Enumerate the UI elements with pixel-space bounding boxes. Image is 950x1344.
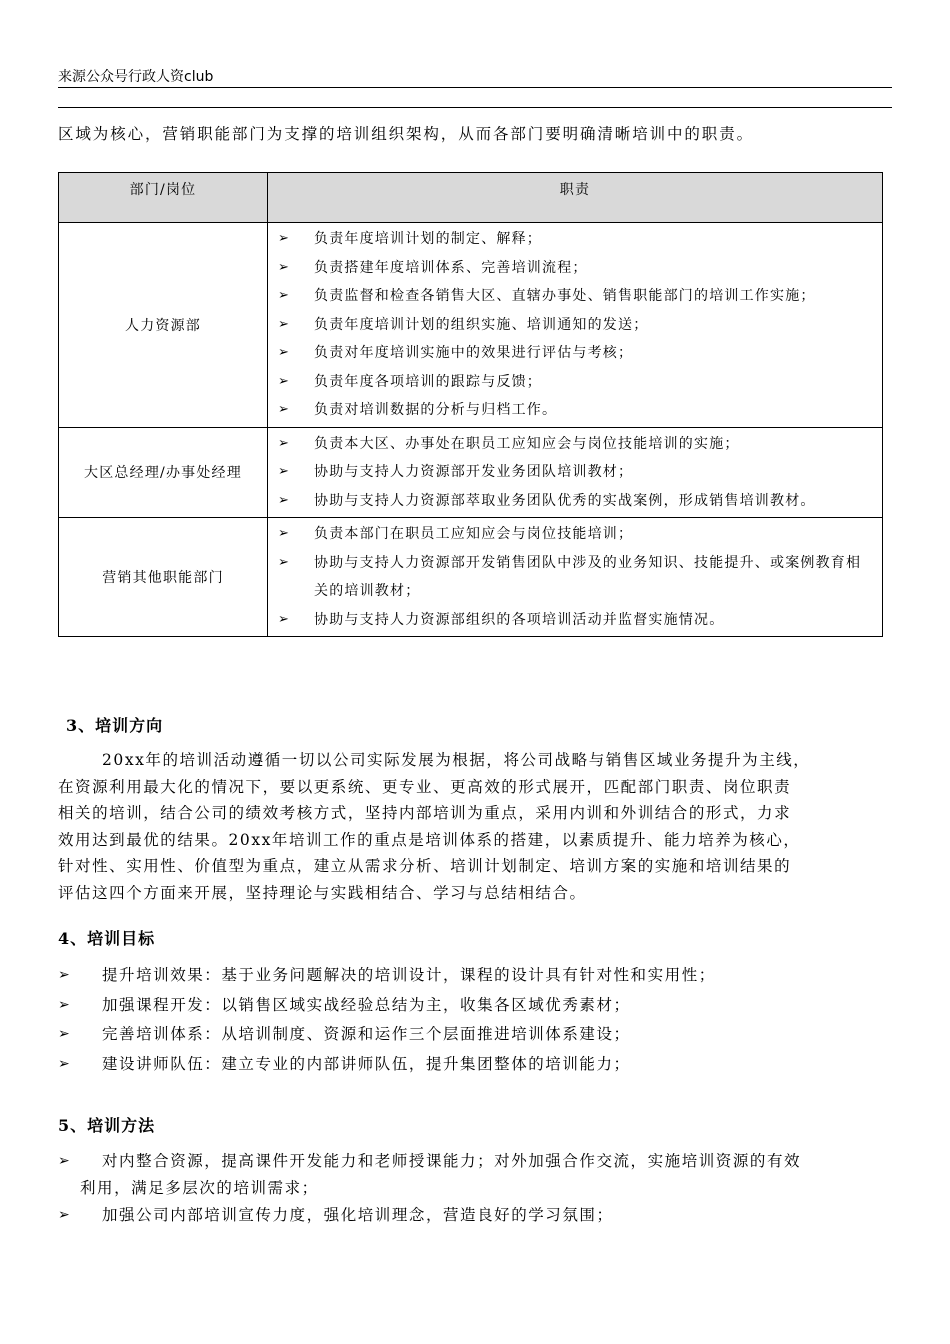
table-header-dept: 部门/岗位 [59, 173, 268, 223]
arrow-bullet-icon: ➢ [278, 402, 291, 417]
arrow-bullet-icon: ➢ [278, 611, 291, 627]
duty-item: ➢ 协助与支持人力资源部开发销售团队中涉及的业务知识、技能提升、或案例教育相关的培训教材； [278, 549, 882, 606]
paragraph-line: 评估这四个方面来开展，坚持理论与实践相结合、学习与总结相结合。 [58, 883, 587, 902]
duties-cell [268, 518, 883, 637]
methods-list [58, 1148, 892, 1229]
dept-cell: 大区总经理/办事处经理 [59, 427, 268, 518]
paragraph-line: 效用达到最优的结果。20xx年培训工作的重点是培训体系的搭建，以素质提升、能力培养为核心， [58, 830, 801, 849]
arrow-bullet-icon: ➢ [58, 996, 72, 1013]
paragraph-line: 20xx年的培训活动遵循一切以公司实际发展为根据，将公司战略与销售区域业务提升为主线， [102, 751, 811, 769]
section-3-paragraph [58, 747, 892, 906]
list-item: ➢ 建设讲师队伍：建立专业的内部讲师队伍，提升集团整体的培训能力； [58, 1050, 716, 1080]
arrow-bullet-icon: ➢ [58, 967, 72, 983]
arrow-bullet-icon: ➢ [278, 259, 291, 275]
arrow-bullet-icon: ➢ [278, 526, 291, 541]
dept-cell: 营销其他职能部门 [59, 518, 268, 637]
duty-item: ➢ 负责年度培训计划的组织实施、培训通知的发送； [278, 311, 882, 340]
duty-item: ➢ 负责对年度培训实施中的效果进行评估与考核； [278, 339, 882, 368]
arrow-bullet-icon: ➢ [278, 464, 291, 479]
list-item: ➢ 提升培训效果：基于业务问题解决的培训设计，课程的设计具有针对性和实用性； [58, 961, 716, 991]
duty-item: ➢ 负责年度培训计划的制定、解释； [278, 225, 882, 254]
duty-item: ➢ 负责本大区、办事处在职员工应知应会与岗位技能培训的实施； [278, 430, 882, 459]
duty-item: ➢ 负责对培训数据的分析与归档工作。 [278, 396, 882, 425]
duty-item: ➢ 负责本部门在职员工应知应会与岗位技能培训； [278, 520, 882, 549]
arrow-bullet-icon: ➢ [278, 492, 291, 508]
table-header-duties: 职责 [268, 173, 883, 223]
section-5-heading: 5、培训方法 [58, 1116, 156, 1135]
list-item: ➢ 完善培训体系：从培训制度、资源和运作三个层面推进培训体系建设； [58, 1020, 716, 1050]
section-4-heading: 4、培训目标 [58, 929, 156, 948]
arrow-bullet-icon: ➢ [278, 435, 291, 451]
list-item: ➢ 对内整合资源，提高课件开发能力和老师授课能力；对外加强合作交流，实施培训资源的有效 利用，满足多层次的培训需求； [58, 1148, 892, 1202]
duty-item: ➢ 负责年度各项培训的跟踪与反馈； [278, 368, 882, 397]
duty-item: ➢ 负责搭建年度培训体系、完善培训流程； [278, 254, 882, 283]
duties-cell [268, 223, 883, 428]
arrow-bullet-icon: ➢ [278, 373, 291, 389]
duties-cell [268, 427, 883, 518]
page-header-source: 来源公众号行政人资club [58, 69, 214, 85]
list-item: ➢ 加强公司内部培训宣传力度，强化培训理念，营造良好的学习氛围； [58, 1202, 892, 1229]
arrow-bullet-icon: ➢ [278, 316, 291, 332]
dept-cell: 人力资源部 [59, 223, 268, 428]
arrow-bullet-icon: ➢ [278, 231, 291, 246]
arrow-bullet-icon: ➢ [278, 554, 291, 570]
section-3-heading: 3、培训方向 [66, 716, 164, 735]
arrow-bullet-icon: ➢ [58, 1055, 72, 1072]
responsibility-table [58, 172, 883, 637]
table-row [59, 223, 883, 428]
arrow-bullet-icon: ➢ [58, 1207, 72, 1223]
intro-paragraph: 区域为核心，营销职能部门为支撑的培训组织架构，从而各部门要明确清晰培训中的职责。 [58, 125, 755, 143]
list-item: ➢ 加强课程开发：以销售区域实战经验总结为主，收集各区域优秀素材； [58, 991, 716, 1021]
duty-item: ➢ 负责监督和检查各销售大区、直辖办事处、销售职能部门的培训工作实施； [278, 282, 882, 311]
duty-item: ➢ 协助与支持人力资源部组织的各项培训活动并监督实施情况。 [278, 606, 882, 635]
header-rule-top [58, 87, 892, 88]
arrow-bullet-icon: ➢ [278, 288, 291, 303]
paragraph-line: 在资源利用最大化的情况下，要以更系统、更专业、更高效的形式展开，匹配部门职责、岗位职责 [58, 777, 792, 796]
paragraph-line: 相关的培训，结合公司的绩效考核方式，坚持内部培训为重点，采用内训和外训结合的形式，力求 [58, 804, 792, 822]
arrow-bullet-icon: ➢ [278, 345, 291, 360]
table-header-row [59, 173, 883, 223]
table-row [59, 427, 883, 518]
table-row [59, 518, 883, 637]
duty-item: ➢ 协助与支持人力资源部开发业务团队培训教材； [278, 458, 882, 487]
duty-item: ➢ 协助与支持人力资源部萃取业务团队优秀的实战案例，形成销售培训教材。 [278, 487, 882, 516]
header-rule-bottom [58, 107, 892, 108]
arrow-bullet-icon: ➢ [58, 1026, 72, 1042]
paragraph-line: 针对性、实用性、价值型为重点，建立从需求分析、培训计划制定、培训方案的实施和培训结果的 [58, 857, 792, 875]
arrow-bullet-icon: ➢ [58, 1153, 72, 1169]
goals-list [58, 961, 716, 1079]
